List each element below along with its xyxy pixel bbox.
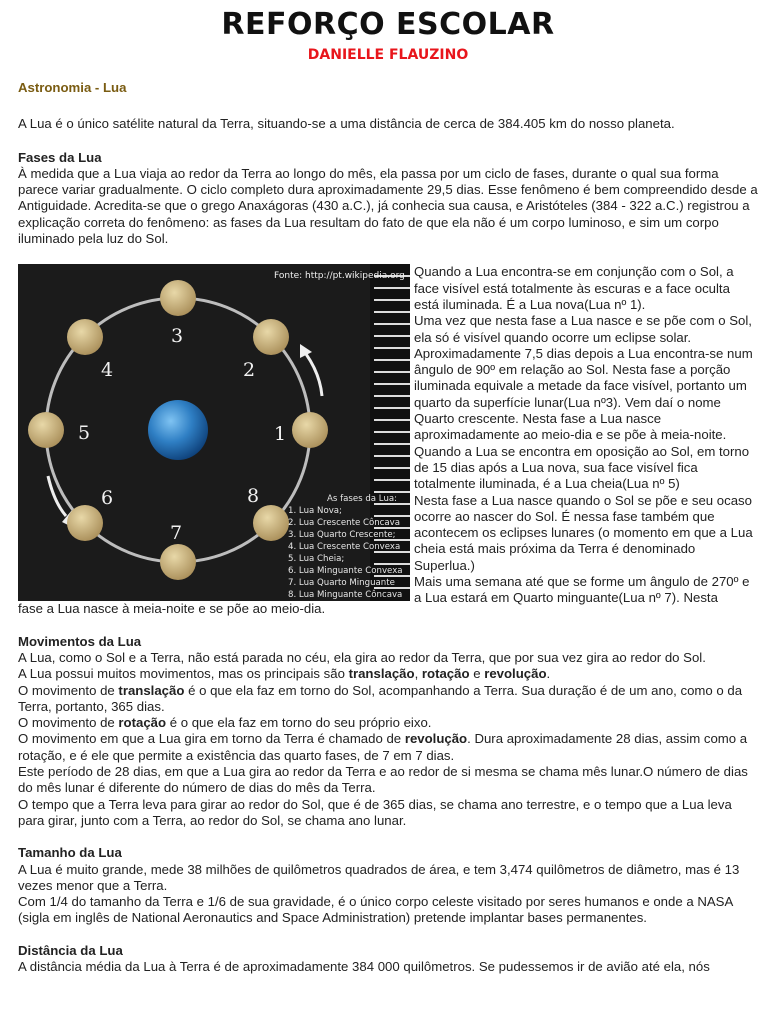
phase-number: 2 — [243, 359, 256, 382]
moon-icon — [160, 544, 196, 580]
distancia-paragraph: A distância média da Lua à Terra é de aproximadamente 384 000 quilômetros. Se pudessemos ir de avião até ela, nós — [18, 959, 710, 975]
tamanho-paragraph: Com 1/4 do tamanho da Terra e 1/6 de sua gravidade, é o único corpo celeste visitado por seres humanos e onde a NASA (sigla em inglês de National Aeronautics and Space Administration) pretende implantar bases permanentes. — [18, 894, 733, 926]
side-paragraph: Uma vez que nesta fase a Lua nasce e se põe com o Sol, ela só é visível quando ocorre um eclipse solar. — [414, 313, 752, 345]
legend-item: 5. Lua Cheia; — [288, 554, 345, 565]
movimentos-line: O movimento de rotação é o que ela faz em torno do seu próprio eixo. — [18, 715, 432, 731]
fases-continuation: fase a Lua nasce à meia-noite e se põe ao meio-dia. — [18, 601, 326, 617]
phase-number: 6 — [101, 487, 114, 510]
side-paragraph: Quando a Lua encontra-se em conjunção com o Sol, a face visível está totalmente às escuras e a face oculta está iluminada. É a Lua nova(Lua nº 1). — [414, 264, 734, 312]
movimentos-line: Este período de 28 dias, em que a Lua gira ao redor da Terra e ao redor de si mesma se chama mês lunar.O número de dias do mês lunar é diferente do número de dias do mês da Terra. — [18, 764, 748, 796]
side-paragraph: Nesta fase a Lua nasce quando o Sol se põe e seu ocaso ocorre ao nascer do Sol. É nessa fase também que acontecem os eclipses lunares (o momento em que a Lua cheia está mais próxima da Terra é denominado Superlua.) — [414, 492, 753, 573]
legend-item: 8. Lua Minguante Côncava — [288, 590, 403, 601]
phase-number: 4 — [101, 359, 114, 382]
movimentos-line: O tempo que a Terra leva para girar ao redor do Sol, que é de 365 dias, se chama ano terrestre, e o tempo que a Lua leva para girar, junto com a Terra, ao redor do Sol, se chama ano lunar. — [18, 796, 732, 828]
document-title: REFORÇO ESCOLAR — [221, 7, 555, 42]
moon-icon — [253, 505, 289, 541]
moon-phases-figure — [18, 264, 410, 601]
tamanho-paragraph: A Lua é muito grande, mede 38 milhões de quilômetros quadrados de área, e tem 3,474 quilômetros de diâmetro, mas é 13 vezes menor que a Terra. — [18, 861, 740, 893]
intro-paragraph: A Lua é o único satélite natural da Terra, situando-se a uma distância de cerca de 384.405 km do nosso planeta. — [18, 116, 675, 132]
side-paragraph: Mais uma semana até que se forme um ângulo de 270º e a Lua estará em Quarto minguante(Lua nº 7). Nesta — [414, 574, 750, 606]
legend-item: 2. Lua Crescente Côncava — [288, 518, 401, 529]
moon-icon — [67, 319, 103, 355]
figure-side-text — [414, 264, 758, 606]
legend-item: 4. Lua Crescente Convexa — [288, 542, 401, 553]
figure-block — [18, 264, 758, 606]
movimentos-line: A Lua, como o Sol e a Terra, não está parada no céu, ela gira ao redor da Terra, que por sua vez gira ao redor do Sol. — [18, 649, 706, 665]
side-paragraph: Aproximadamente 7,5 dias depois a Lua encontra-se num ângulo de 90º em relação ao Sol. Nesta fase a porção iluminada equivale a metade da face visível, portanto um quarto da superfície lunar(Lua nº3). Vem daí o nome Quarto crescente. Nesta fase a Lua nasce aproximadamente ao meio-dia e se põe à meia-noite. — [414, 345, 753, 443]
movimentos-line: A Lua possui muitos movimentos, mas os principais são translação, rotação e revolução. — [18, 666, 551, 682]
movimentos-line: O movimento em que a Lua gira em torno da Terra é chamado de revolução. Dura aproximadamente 28 dias, assim como a rotação, e é ele que permite a existência das quarto fases, de 7 em 7 dias. — [18, 731, 748, 763]
legend-item: 1. Lua Nova; — [288, 506, 342, 517]
movimentos-heading: Movimentos da Lua — [18, 633, 142, 649]
phase-number: 8 — [247, 485, 260, 508]
phase-number: 7 — [170, 522, 183, 545]
moon-phases-diagram — [18, 264, 410, 601]
document-page — [18, 0, 758, 975]
moon-icon — [28, 412, 64, 448]
fases-heading: Fases da Lua — [18, 149, 102, 165]
figure-source: Fonte: http://pt.wikipedia.org — [274, 271, 405, 282]
legend-item: 6. Lua Minguante Convexa — [288, 566, 403, 577]
author-name: DANIELLE FLAUZINO — [307, 47, 469, 63]
movimentos-line: O movimento de translação é o que ela faz em torno do Sol, acompanhando a Terra. Sua duração é de um ano, como o da Terra, portanto, 365 dias. — [18, 682, 743, 714]
phase-number: 5 — [78, 422, 91, 445]
phase-number: 3 — [171, 325, 184, 348]
phase-number: 1 — [274, 423, 287, 446]
section-title: Astronomia - Lua — [18, 80, 127, 95]
fases-paragraph: À medida que a Lua viaja ao redor da Terra ao longo do mês, ela passa por um ciclo de fases, durante o qual sua forma parece variar gradualmente. O ciclo completo dura aproximadamente 29,5 dias. Esse fenômeno é bem compreendido desde a Antiguidade. Acredita-se que o grego Anaxágoras (430 a.C.), já conhecia sua causa, e Aristóteles (384 - 322 a.C.) registrou a explicação correta do fenômeno: as fases da Lua resultam do fato de que ela não é um corpo luminoso, e sim um corpo iluminado pela luz do Sol. — [18, 165, 758, 247]
legend-title: As fases da Lua: — [327, 494, 398, 505]
distancia-heading: Distância da Lua — [18, 942, 123, 958]
legend-item: 3. Lua Quarto Crescente; — [288, 530, 396, 541]
side-paragraph: Quando a Lua se encontra em oposição ao Sol, em torno de 15 dias após a Lua nova, sua face visível fica totalmente iluminada, é a Lua cheia(Lua nº 5) — [414, 443, 750, 492]
moon-icon — [160, 280, 196, 316]
moon-icon — [67, 505, 103, 541]
tamanho-heading: Tamanho da Lua — [18, 845, 122, 861]
moon-icon — [253, 319, 289, 355]
earth-icon — [148, 400, 208, 460]
legend-item: 7. Lua Quarto Minguante — [288, 578, 395, 589]
moon-icon — [292, 412, 328, 448]
